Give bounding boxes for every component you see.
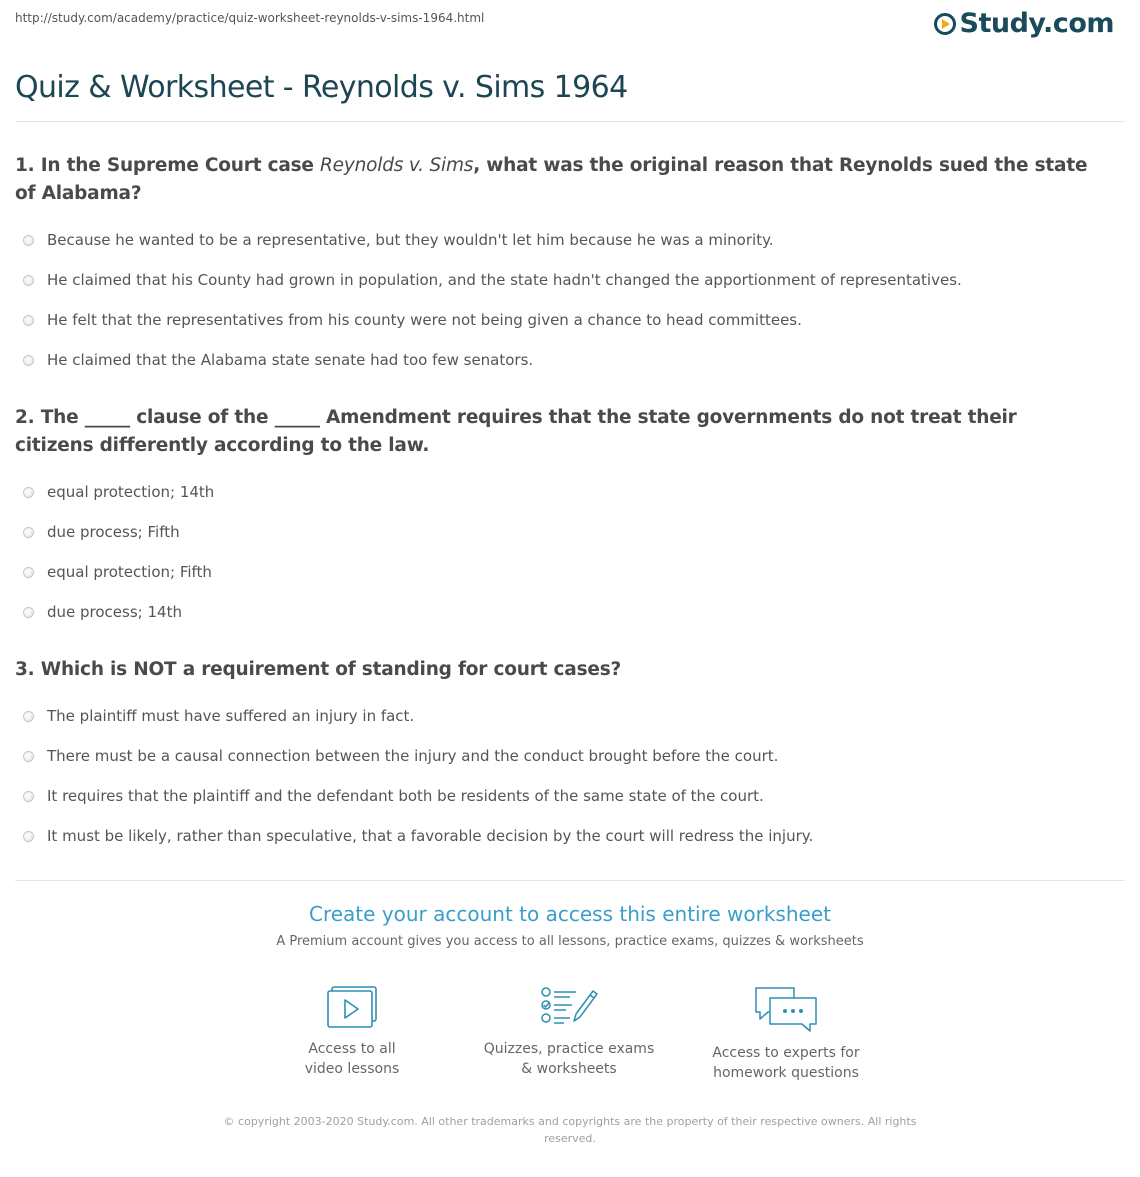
question-1 xyxy=(15,152,1095,380)
page-title: Quiz & Worksheet - Reynolds v. Sims 1964 xyxy=(15,70,628,105)
answer-option[interactable] xyxy=(15,512,1095,552)
answer-option[interactable] xyxy=(15,552,1095,592)
radio-button[interactable] xyxy=(23,711,34,722)
header-divider xyxy=(15,121,1125,122)
answer-option-label: due process; 14th xyxy=(47,603,182,621)
question-list xyxy=(15,152,1095,856)
copyright-footer: © copyright 2003-2020 Study.com. All other trademarks and copyrights are the property of their respective owners. All rights reserved. xyxy=(223,1115,917,1145)
radio-button[interactable] xyxy=(23,355,34,366)
feature-label-line1: Quizzes, practice exams xyxy=(483,1041,655,1057)
feature-label-line1: Access to all xyxy=(308,1041,396,1057)
answer-option-label: equal protection; Fifth xyxy=(47,563,212,581)
quiz-checklist-icon xyxy=(540,985,598,1029)
question-1-text: 1. In the Supreme Court case Reynolds v. Sims, what was the original reason that Reynolds sued the state of Alabama? xyxy=(15,155,1088,204)
signup-cta xyxy=(0,902,1140,949)
answer-option[interactable] xyxy=(15,696,1095,736)
answer-option-label: The plaintiff must have suffered an injury in fact. xyxy=(47,707,415,725)
answer-option-label: Because he wanted to be a representative, but they wouldn't let him because he was a minority. xyxy=(47,231,774,249)
answer-option[interactable] xyxy=(15,260,1095,300)
study-logo[interactable] xyxy=(934,8,1114,39)
cta-divider xyxy=(15,880,1125,881)
answer-option-label: There must be a causal connection between the injury and the conduct brought before the court. xyxy=(47,747,779,765)
question-2-text: 2. The _____ clause of the _____ Amendment requires that the state governments do not treat their citizens differently according to the law. xyxy=(15,407,1017,456)
video-lesson-icon xyxy=(326,985,378,1029)
logo-text: Study.com xyxy=(959,8,1114,39)
radio-button[interactable] xyxy=(23,607,34,618)
radio-button[interactable] xyxy=(23,831,34,842)
play-logo-icon xyxy=(934,13,956,35)
answer-option-label: due process; Fifth xyxy=(47,523,180,541)
feature-quizzes xyxy=(469,985,669,1079)
radio-button[interactable] xyxy=(23,487,34,498)
cta-subtitle: A Premium account gives you access to all lessons, practice exams, quizzes & worksheets xyxy=(276,934,864,949)
radio-button[interactable] xyxy=(23,235,34,246)
answer-option-label: It requires that the plaintiff and the defendant both be residents of the same state of the court. xyxy=(47,787,764,805)
answer-option-label: He claimed that his County had grown in population, and the state hadn't changed the apportionment of representatives. xyxy=(47,271,962,289)
radio-button[interactable] xyxy=(23,567,34,578)
answer-option[interactable] xyxy=(15,816,1095,856)
answer-option[interactable] xyxy=(15,776,1095,816)
radio-button[interactable] xyxy=(23,751,34,762)
answer-option-label: He claimed that the Alabama state senate had too few senators. xyxy=(47,351,534,369)
answer-option-label: It must be likely, rather than speculative, that a favorable decision by the court will redress the injury. xyxy=(47,827,814,845)
answer-option[interactable] xyxy=(15,340,1095,380)
feature-label-line2: homework questions xyxy=(713,1065,859,1081)
answer-option[interactable] xyxy=(15,300,1095,340)
answer-option-label: He felt that the representatives from his county were not being given a chance to head committees. xyxy=(47,311,802,329)
answer-option[interactable] xyxy=(15,736,1095,776)
page-url: http://study.com/academy/practice/quiz-worksheet-reynolds-v-sims-1964.html xyxy=(15,11,485,25)
answer-option[interactable] xyxy=(15,220,1095,260)
feature-label-line1: Access to experts for xyxy=(712,1045,860,1061)
feature-experts xyxy=(686,985,886,1083)
create-account-link[interactable]: Create your account to access this entire worksheet xyxy=(309,902,831,926)
question-2 xyxy=(15,404,1095,632)
answer-option[interactable] xyxy=(15,472,1095,512)
radio-button[interactable] xyxy=(23,275,34,286)
radio-button[interactable] xyxy=(23,791,34,802)
radio-button[interactable] xyxy=(23,315,34,326)
answer-option[interactable] xyxy=(15,592,1095,632)
radio-button[interactable] xyxy=(23,527,34,538)
question-3 xyxy=(15,656,1095,856)
feature-video-lessons xyxy=(252,985,452,1079)
feature-label-line2: video lessons xyxy=(304,1061,400,1077)
feature-label-line2: & worksheets xyxy=(521,1061,617,1077)
chat-bubbles-icon xyxy=(754,985,818,1033)
answer-option-label: equal protection; 14th xyxy=(47,483,215,501)
question-3-text: 3. Which is NOT a requirement of standing for court cases? xyxy=(15,659,622,680)
